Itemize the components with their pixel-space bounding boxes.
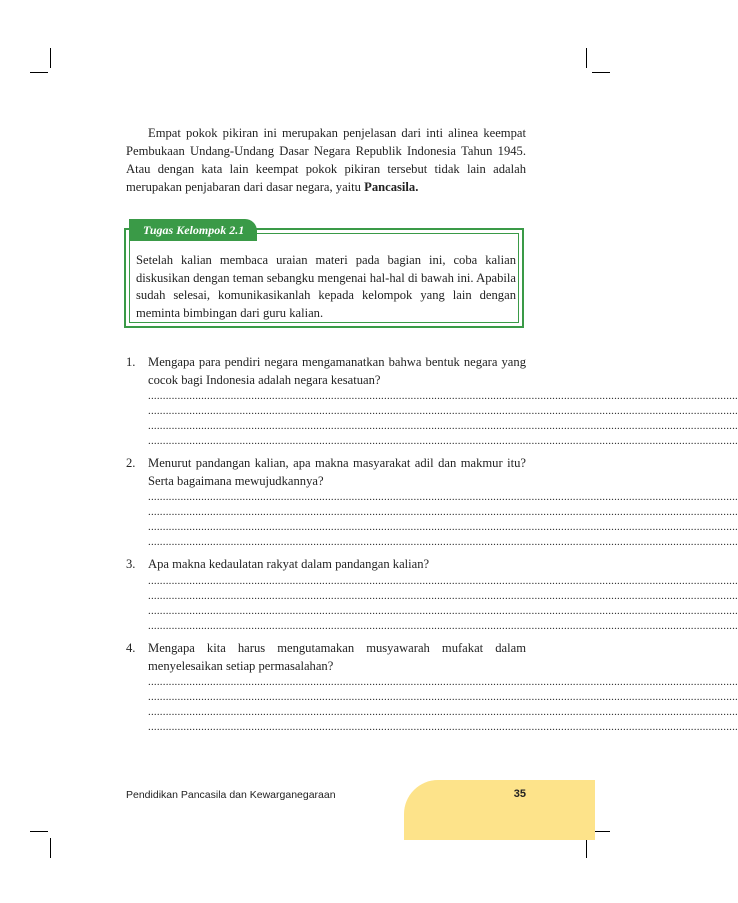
question-item	[126, 354, 738, 449]
answer-line[interactable]: ........................................................................................................................................................................................................	[148, 521, 738, 534]
answer-line[interactable]: ........................................................................................................................................................................................................	[148, 420, 738, 433]
crop-mark	[586, 48, 587, 68]
question-number: 3.	[126, 557, 136, 572]
answer-line[interactable]: ........................................................................................................................................................................................................	[148, 405, 738, 418]
crop-mark	[30, 72, 48, 73]
question-item	[126, 455, 738, 550]
answer-line[interactable]: ........................................................................................................................................................................................................	[148, 390, 738, 403]
task-label: Tugas Kelompok 2.1	[129, 219, 257, 241]
question-number: 4.	[126, 640, 136, 655]
question-item	[126, 640, 738, 735]
question-text: Mengapa kita harus mengutamakan musyawarah mufakat dalam menyelesaikan setiap permasalahan?	[148, 640, 526, 673]
answer-line[interactable]: ........................................................................................................................................................................................................	[148, 706, 738, 719]
question-item	[126, 556, 738, 634]
question-text: Apa makna kedaulatan rakyat dalam pandangan kalian?	[148, 557, 430, 572]
answer-line[interactable]: ........................................................................................................................................................................................................	[148, 676, 738, 689]
crop-mark	[592, 72, 610, 73]
answer-lines	[126, 389, 738, 449]
question-number: 2.	[126, 456, 136, 471]
answer-line[interactable]: ........................................................................................................................................................................................................	[148, 604, 738, 617]
answer-line[interactable]: ........................................................................................................................................................................................................	[148, 506, 738, 519]
answer-line[interactable]: ........................................................................................................................................................................................................	[148, 574, 738, 587]
intro-paragraph	[126, 124, 526, 196]
answer-line[interactable]: ........................................................................................................................................................................................................	[148, 536, 738, 549]
intro-emphasis: Pancasila.	[364, 180, 419, 194]
page-number: 35	[513, 788, 526, 800]
footer-book-title: Pendidikan Pancasila dan Kewarganegaraan	[126, 789, 336, 801]
answer-lines	[126, 675, 738, 735]
intro-text: Empat pokok pikiran ini merupakan penjelasan dari inti alinea keempat Pembukaan Undang-Undang Dasar Negara Republik Indonesia Tahun 1945. Atau dengan kata lain keempat pokok pikiran tersebut tidak lain adalah merupakan penjabaran dari dasar negara, yaitu	[126, 126, 526, 194]
question-text: Mengapa para pendiri negara mengamanatkan bahwa bentuk negara yang cocok bagi Indonesia adalah negara kesatuan?	[148, 355, 526, 387]
answer-lines	[126, 490, 738, 550]
question-number: 1.	[126, 355, 136, 369]
answer-lines	[126, 574, 738, 634]
question-list	[126, 354, 738, 735]
crop-mark	[50, 838, 51, 858]
answer-line[interactable]: ........................................................................................................................................................................................................	[148, 721, 738, 734]
crop-mark	[586, 838, 587, 858]
crop-mark	[50, 48, 51, 68]
task-text: Setelah kalian membaca uraian materi pada bagian ini, coba kalian diskusikan dengan teman sebangku mengenai hal-hal di bawah ini. Apabila sudah selesai, komunikasikanlah kepada kelompok yang lain dengan meminta bimbingan dari guru kalian.	[136, 253, 516, 320]
crop-mark	[30, 831, 48, 832]
question-text: Menurut pandangan kalian, apa makna masyarakat adil dan makmur itu? Serta bagaimana mewujudkannya?	[148, 456, 526, 488]
answer-line[interactable]: ........................................................................................................................................................................................................	[148, 619, 738, 632]
answer-line[interactable]: ........................................................................................................................................................................................................	[148, 435, 738, 448]
answer-line[interactable]: ........................................................................................................................................................................................................	[148, 491, 738, 504]
answer-line[interactable]: ........................................................................................................................................................................................................	[148, 589, 738, 602]
answer-line[interactable]: ........................................................................................................................................................................................................	[148, 691, 738, 704]
